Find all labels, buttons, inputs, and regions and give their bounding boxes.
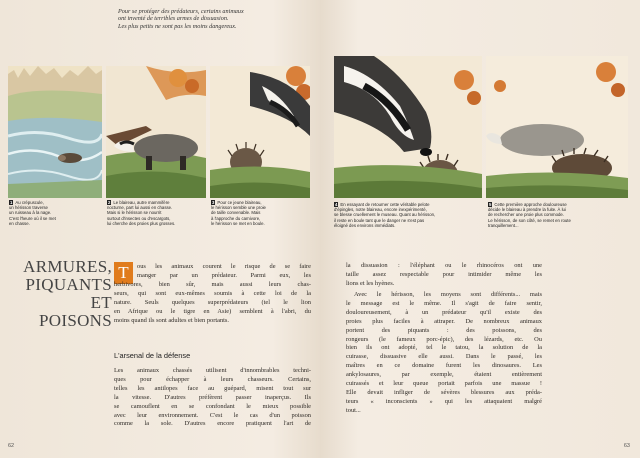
article-title: [20, 258, 112, 330]
caption-line: Le blaireau, autre mammifère: [113, 200, 170, 205]
caption-line: un hérisson traverse: [9, 205, 48, 211]
caption-line: d'épingles, notre blaireau, encore inexpérimenté,: [334, 207, 427, 213]
caption-line: surtout d'insectes ou d'escargots,: [107, 215, 171, 221]
text-line: la vitesse. D'autres préfèrent passer inaperçus. Ils: [114, 393, 311, 401]
caption-line: Le hérisson, de son côté, se remet en route: [488, 217, 571, 223]
right-paragraph-1: [346, 262, 542, 289]
text-line: la dissuasion : l'éléphant ou le rhinocéros ont une: [346, 262, 542, 269]
text-line: ques pour échapper à leurs chasseurs. Certains,: [114, 375, 311, 383]
caption-line: Cette première approche douloureuse: [494, 202, 567, 207]
intro-line: ont inventé de terribles armes de dissuasion.: [118, 15, 229, 23]
illustration-hedgehog-leaving: [486, 56, 628, 198]
intro-line: Les plus petits ne sont pas les moins dangereux.: [118, 22, 237, 30]
text-line: se camouflent en se confondant le mieux possible: [114, 402, 311, 410]
text-line: bien ils ont adopté, tel le tatou, la solution de la: [346, 344, 542, 352]
page-number-left: 62: [8, 443, 15, 449]
caption-number: 2: [108, 200, 111, 205]
caption-line: Pour ce jeune blaireau,: [217, 200, 262, 205]
text-line: cuirasse, dissuasive elle aussi. Dans le passé, les: [346, 353, 542, 361]
text-line: comme la sole. D'autres encore pratiquent l'art de: [114, 420, 311, 428]
text-line: le message est le même. Il s'agit de faire sentir,: [346, 299, 542, 307]
text-line: Avec le hérisson, les moyens sont différents... mais: [354, 291, 542, 298]
text-line: seurs, qui sont eux-mêmes soumis à cette loi de la: [114, 289, 311, 297]
caption-5: [488, 202, 630, 228]
caption-1: [9, 200, 103, 226]
text-line: Elle devait infliger de sévères blessures aux préda-: [346, 388, 542, 396]
caption-line: Au crépuscule,: [15, 200, 44, 205]
caption-line: tranquillement...: [488, 222, 519, 228]
text-line: telles les antilopes face au guépard, misent tout sur: [114, 384, 311, 392]
title-line: ET POISONS: [39, 293, 112, 330]
text-line: ous les animaux courent le risque de se faire: [137, 263, 311, 270]
drop-cap: T: [114, 262, 133, 284]
text-line: lions et les hyènes.: [346, 279, 395, 287]
caption-line: un ruisseau à la nage.: [9, 210, 52, 216]
caption-line: se blesse cruellement le museau. Quant au hérisson,: [334, 212, 436, 218]
text-line: Les animaux chassés utilisent d'innombrables techni-: [114, 367, 311, 374]
title-line: PIQUANTS: [25, 275, 112, 294]
right-paragraph-2: [346, 291, 542, 416]
caption-line: de taille convenable. Mais: [211, 210, 261, 216]
caption-line: Mais si le hérisson se nourrit: [107, 210, 162, 216]
caption-line: décide le blaireau à prendre la fuite. À lui: [488, 207, 566, 213]
caption-line: En essayant de retourner cette véritable pelote: [340, 202, 430, 207]
left-paragraph-1-head: [137, 263, 311, 281]
caption-number: 1: [10, 200, 13, 205]
text-line: ankylosaures, par exemple, étaient entièrement: [346, 371, 542, 379]
text-line: manger par un prédateur. Parmi eux, les: [137, 271, 311, 279]
caption-line: le hérisson se met en boule.: [211, 220, 265, 226]
illustration-badger-approaching: [210, 66, 310, 198]
text-line: taille assez respectable pour intimider même les: [346, 270, 542, 278]
illustration-badger-walking: [106, 66, 206, 198]
caption-number: 3: [212, 200, 215, 205]
caption-line: il reste en boule tant que le danger ne s'est pas: [334, 217, 425, 223]
left-paragraph-1: [114, 281, 311, 326]
text-line: herbivores, bien sûr, mais aussi leurs chas-: [114, 281, 311, 288]
caption-line: lui cherche des proies plus grosses.: [107, 220, 176, 226]
text-line: cuirassés et leur queue portait parfois une massue !: [346, 380, 542, 388]
left-paragraph-2: [114, 367, 311, 429]
caption-line: en chasse.: [9, 220, 30, 226]
text-line: tout...: [346, 406, 361, 414]
text-line: douloureusement, à un prédateur qu'il existe des: [346, 308, 542, 316]
caption-line: C'est l'heure où il se met: [9, 215, 56, 221]
caption-line: éloigné des environs immédiats.: [334, 222, 396, 228]
caption-line: de rechercher une proie plus commode.: [488, 212, 564, 218]
text-line: nature. Seuls quelques superprédateurs (tel le lion: [114, 298, 311, 306]
caption-3: [211, 200, 311, 226]
illustration-hedgehog-swimming: [8, 66, 102, 198]
caption-number: 4: [335, 202, 338, 207]
page-number-right: 63: [623, 443, 630, 449]
right-page: [320, 0, 640, 458]
caption-4: [334, 202, 484, 228]
text-line: avec leur environnement. C'est le cas d'un poisson: [114, 411, 311, 419]
title-line: ARMURES,: [23, 257, 112, 276]
caption-line: nocturne, part lui aussi en chasse.: [107, 205, 173, 211]
intro-line: Pour se protéger des prédateurs, certains animaux: [118, 8, 244, 15]
text-line: rongeurs (le fameux porc-épic), des lézards, etc. Ou: [346, 335, 542, 343]
caption-line: le hérisson semble une proie: [211, 205, 266, 211]
text-line: moins quand ils sont adultes et bien portants.: [114, 316, 230, 324]
caption-number: 5: [489, 202, 492, 207]
illustration-badger-injured: [334, 56, 482, 198]
caption-line: à l'approche du carnivore,: [211, 215, 261, 221]
text-line: maîtres en ce domaine furent les dinosaures. Les: [346, 362, 542, 370]
text-line: en Afrique ou le tigre en Asie) semblent à l'abri, du: [114, 307, 311, 315]
caption-2: [107, 200, 207, 226]
section-subheading: L'arsenal de la défense: [114, 351, 191, 360]
text-line: proies plus faciles à attraper. De nombreux animaux: [346, 317, 542, 325]
text-line: portent des piquants : des poissons, des: [346, 326, 542, 334]
intro-text: [118, 8, 318, 30]
text-line: teurs « inconscients » qui les attaquaient malgré: [346, 397, 542, 405]
